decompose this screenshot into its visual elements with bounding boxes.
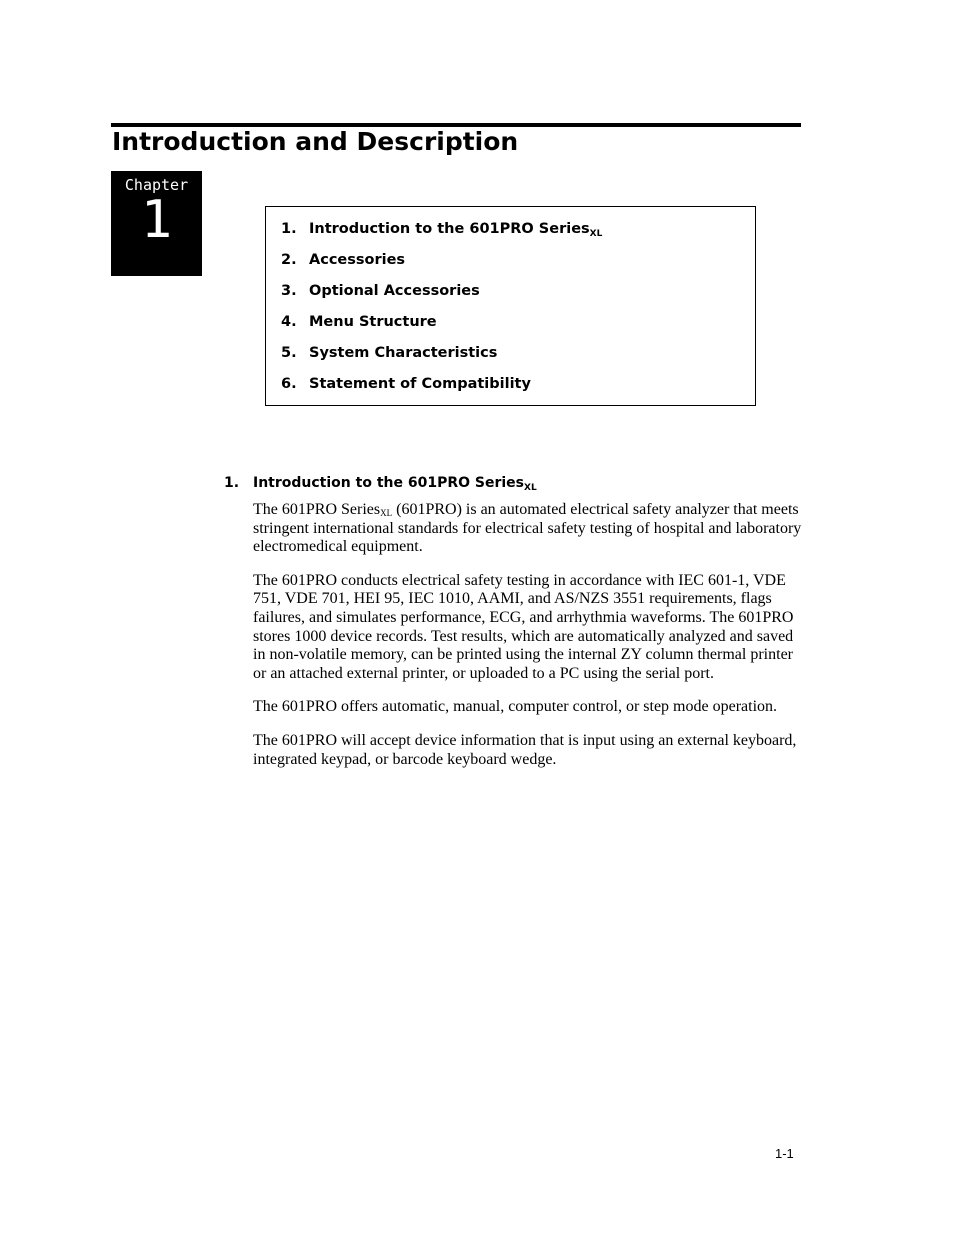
- toc-item-number: 5.: [281, 345, 297, 361]
- toc-item-number: 6.: [281, 376, 297, 392]
- body-paragraph: The 601PRO will accept device information that is input using an external keyboard, integrated keypad, or barcode keyboard wedge.: [253, 731, 797, 768]
- section-heading: [224, 473, 537, 493]
- toc-item: [281, 374, 602, 405]
- page-title: Introduction and Description: [112, 127, 519, 156]
- chapter-contents-list: [281, 219, 602, 405]
- section-heading-subscript: XL: [524, 483, 537, 493]
- paragraph-text: (601PRO) is an automated electrical safety analyzer that meets stringent international standards for electrical safety testing of hospital and laboratory electromedical equipment.: [253, 501, 802, 556]
- toc-item: [281, 281, 602, 312]
- toc-item-number: 1.: [281, 221, 297, 237]
- toc-item-text: Accessories: [309, 252, 406, 268]
- toc-item-text: Optional Accessories: [309, 283, 480, 299]
- toc-item-number: 4.: [281, 314, 297, 330]
- toc-item-text: System Characteristics: [309, 345, 498, 361]
- toc-item-number: 3.: [281, 283, 297, 299]
- chapter-contents-box: [265, 206, 756, 406]
- toc-item-text: Introduction to the 601PRO Series: [309, 221, 590, 237]
- section-body: [253, 501, 803, 784]
- paragraph-text: The 601PRO Series: [253, 501, 381, 518]
- toc-item-subscript: XL: [589, 229, 603, 239]
- toc-item: [281, 250, 602, 281]
- section-number: 1.: [224, 475, 240, 491]
- toc-item-number: 2.: [281, 252, 297, 268]
- page-number: 1-1: [775, 1146, 794, 1161]
- chapter-number: 1: [140, 190, 173, 250]
- section-heading-text: Introduction to the 601PRO Series: [253, 475, 524, 491]
- chapter-badge: [111, 171, 202, 276]
- toc-item: [281, 343, 602, 374]
- toc-item-text: Menu Structure: [309, 314, 437, 330]
- toc-item: [281, 219, 602, 250]
- chapter-label: Chapter: [124, 176, 189, 194]
- body-paragraph: The 601PRO conducts electrical safety testing in accordance with IEC 601-1, VDE 751, VDE 701, HEI 95, IEC 1010, AAMI, and AS/NZS 3551 requirements, flags failures, and simulates performance, ECG, and arrhythmia waveforms. The 601PRO stores 1000 device records. Test results, which are automatically analyzed and saved in non-volatile memory, can be printed using the internal ZY column thermal printer or an attached external printer, or uploaded to a PC using the serial port.: [253, 571, 794, 682]
- body-paragraph: The 601PRO offers automatic, manual, computer control, or step mode operation.: [253, 698, 778, 716]
- toc-item: [281, 312, 602, 343]
- toc-item-text: Statement of Compatibility: [309, 376, 531, 392]
- paragraph-subscript: XL: [380, 508, 393, 518]
- body-paragraph: [253, 501, 803, 557]
